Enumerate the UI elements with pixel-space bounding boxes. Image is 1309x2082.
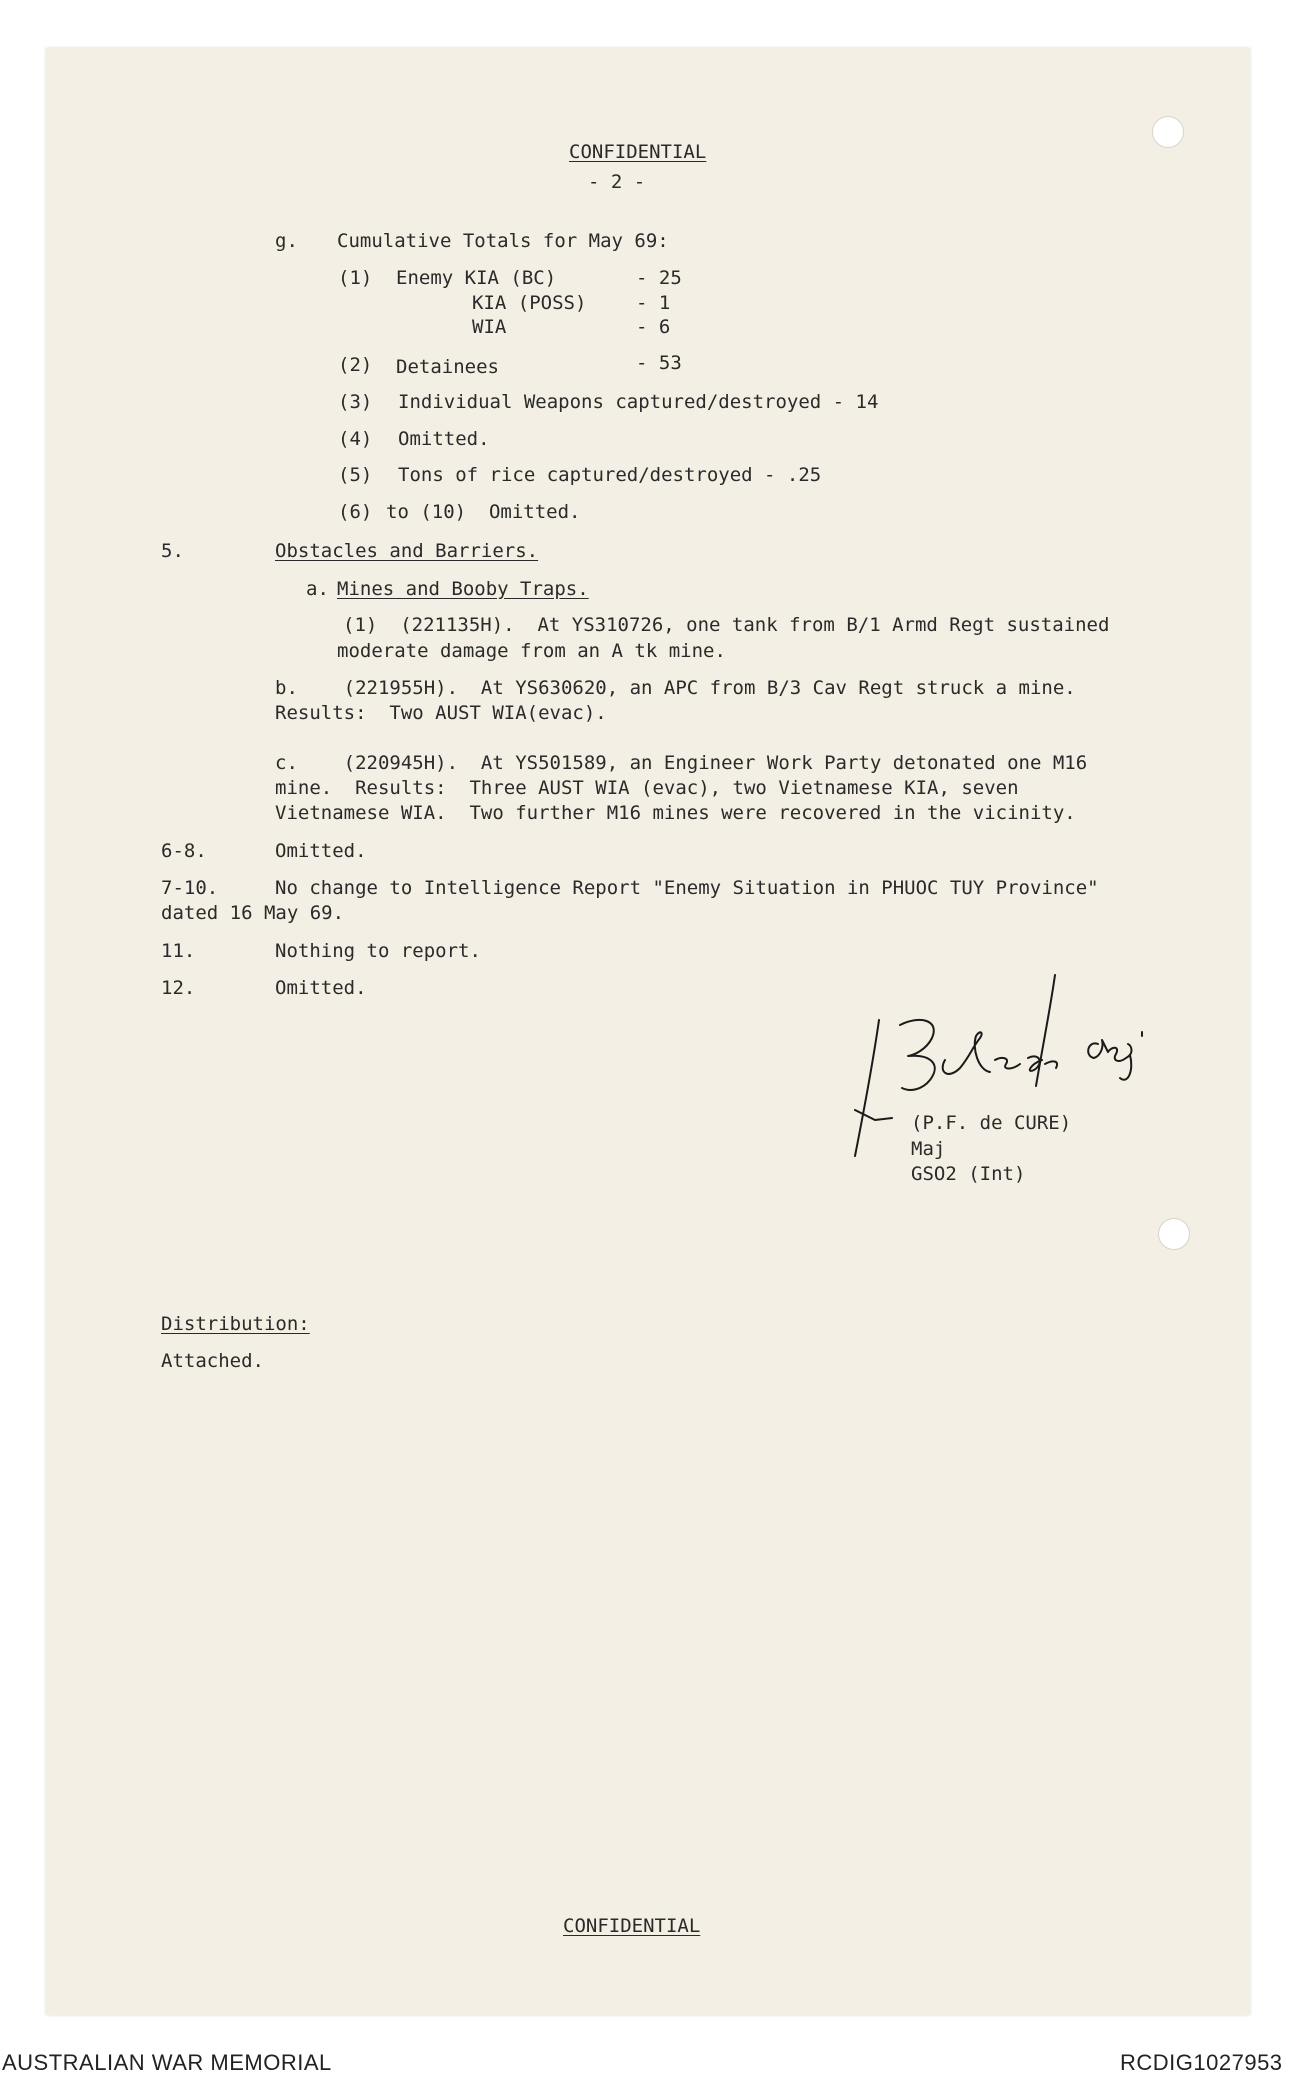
- item-label: KIA (POSS): [472, 292, 587, 314]
- item-value: - 1: [636, 292, 671, 314]
- para-text: Omitted.: [275, 977, 367, 999]
- subsection-a-item: (1) (221135H). At YS310726, one tank from B/1 Armd Regt sustained: [343, 614, 1110, 636]
- subsection-c-line: c. (220945H). At YS501589, an Engineer Work Party detonated one M16: [275, 752, 1088, 774]
- item-label: Tons of rice captured/destroyed - .25: [398, 464, 822, 486]
- punch-hole-top: [1152, 116, 1184, 148]
- para-number: 7-10.: [161, 877, 219, 899]
- page-number: - 2 -: [588, 171, 646, 193]
- item-label: Enemy KIA (BC): [396, 267, 557, 289]
- para-text: Nothing to report.: [275, 940, 481, 962]
- signatory-appointment: GSO2 (Int): [911, 1163, 1026, 1185]
- distribution-label: Distribution:: [161, 1313, 310, 1335]
- subsection-b-line: b. (221955H). At YS630620, an APC from B/3 Cav Regt struck a mine.: [275, 677, 1076, 699]
- subsection-a-title: Mines and Booby Traps.: [337, 578, 589, 600]
- item-label: to (10) Omitted.: [386, 501, 581, 523]
- item-number: (2): [338, 354, 373, 376]
- item-number: (6): [338, 501, 373, 523]
- item-label: Individual Weapons captured/destroyed - 14: [398, 391, 879, 413]
- item-number: (5): [338, 464, 373, 486]
- signatory-rank: Maj: [911, 1138, 946, 1160]
- section-g-letter: g.: [275, 230, 298, 252]
- handwritten-signature: [830, 960, 1160, 1170]
- para-number: 12.: [161, 977, 196, 999]
- item-value: - 6: [636, 316, 671, 338]
- footer-classification: CONFIDENTIAL: [563, 1915, 701, 1937]
- item-number: (4): [338, 428, 373, 450]
- distribution-value: Attached.: [161, 1350, 264, 1372]
- archive-reference: RCDIG1027953: [1120, 2050, 1283, 2075]
- item-label: Omitted.: [398, 428, 490, 450]
- subsection-a-item-cont: moderate damage from an A tk mine.: [337, 640, 726, 662]
- signatory-name: (P.F. de CURE): [911, 1112, 1072, 1134]
- section-5-number: 5.: [161, 540, 184, 562]
- item-number: (1): [338, 267, 373, 289]
- para-text: Omitted.: [275, 840, 367, 862]
- item-number: (3): [338, 391, 373, 413]
- section-5-title: Obstacles and Barriers.: [275, 540, 539, 562]
- header-classification: CONFIDENTIAL: [569, 141, 707, 163]
- para-text-cont: dated 16 May 69.: [161, 902, 345, 924]
- item-label: Detainees: [396, 356, 499, 378]
- archive-credit: AUSTRALIAN WAR MEMORIAL: [2, 2050, 332, 2075]
- item-value: - 53: [636, 352, 682, 374]
- para-number: 6-8.: [161, 840, 207, 862]
- section-g-title: Cumulative Totals for May 69:: [337, 230, 669, 252]
- punch-hole-bottom: [1158, 1218, 1190, 1250]
- para-number: 11.: [161, 940, 196, 962]
- para-text: No change to Intelligence Report "Enemy Situation in PHUOC TUY Province": [275, 877, 1099, 899]
- subsection-a-letter: a.: [306, 578, 329, 600]
- subsection-c-line: Vietnamese WIA. Two further M16 mines were recovered in the vicinity.: [275, 802, 1076, 824]
- item-value: - 25: [636, 267, 682, 289]
- item-label: WIA: [472, 316, 507, 338]
- subsection-c-line: mine. Results: Three AUST WIA (evac), two Vietnamese KIA, seven: [275, 777, 1019, 799]
- subsection-b-line: Results: Two AUST WIA(evac).: [275, 702, 607, 724]
